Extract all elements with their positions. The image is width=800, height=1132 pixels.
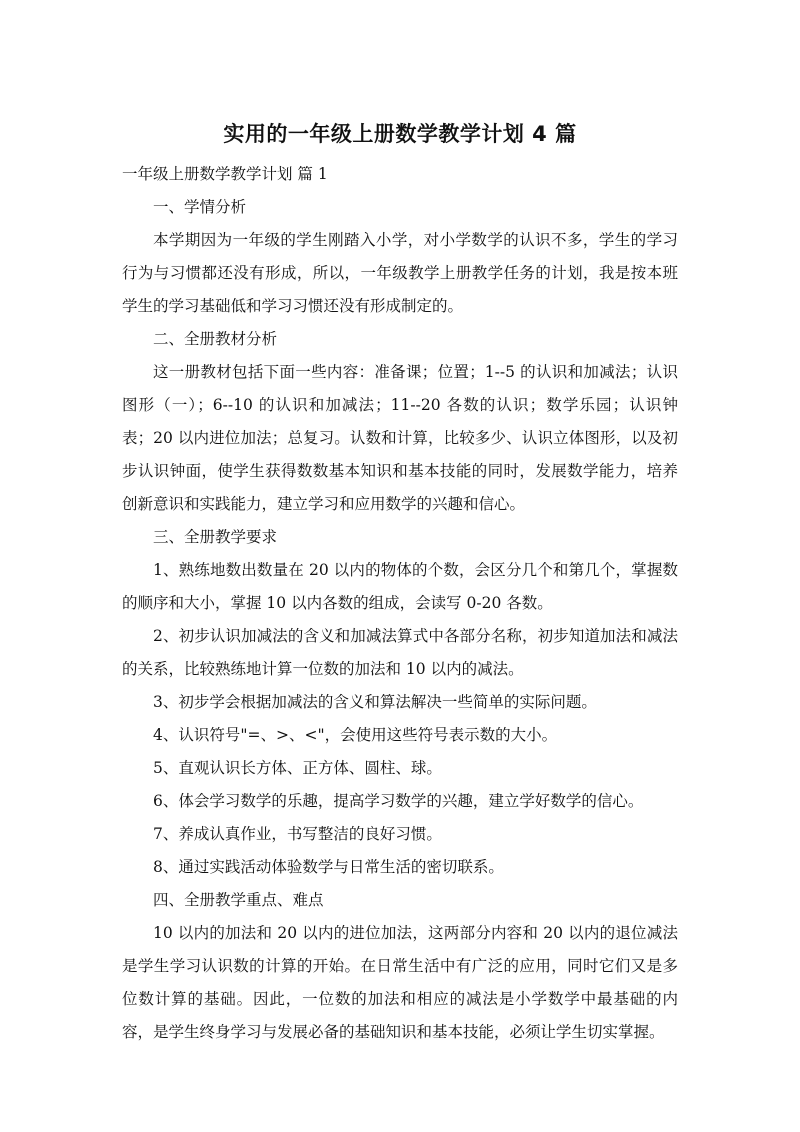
requirement-item-4: 4、认识符号"=、>、<"，会使用这些符号表示数的大小。	[153, 726, 558, 744]
document-body	[122, 158, 678, 1049]
requirement-item-2: 2、初步认识加减法的含义和加减法算式中各部分名称，初步知道加法和减法的关系，比较熟练地计算一位数的加法和 10 以内的减法。	[122, 627, 678, 678]
requirement-item-1: 1、熟练地数出数量在 20 以内的物体的个数，会区分几个和第几个，掌握数的顺序和大小，掌握 10 以内各数的组成，会读写 0-20 各数。	[122, 561, 678, 612]
section-heading-textbook-analysis: 二、全册教材分析	[153, 330, 278, 348]
requirement-item-7: 7、养成认真作业，书写整洁的良好习惯。	[153, 825, 442, 843]
section-heading-key-points: 四、全册教学重点、难点	[153, 891, 324, 909]
paragraph-key-points: 10 以内的加法和 20 以内的进位加法，这两部分内容和 20 以内的退位减法是学生学习认识数的计算的开始。在日常生活中有广泛的应用，同时它们又是多位数计算的基础。因此，一位数的加法和相应的减法是小学数学中最基础的内容，是学生终身学习与发展必备的基础知识和基本技能，必须让学生切实掌握。	[122, 924, 678, 1041]
document-title: 实用的一年级上册数学教学计划 4 篇	[223, 122, 577, 146]
paragraph-textbook-analysis: 这一册教材包括下面一些内容：准备课；位置；1--5 的认识和加减法；认识图形（一）；6--10 的认识和加减法；11--20 各数的认识；数学乐园；认识钟表；20 以内进位加法；总复习。认数和计算，比较多少、认识立体图形，以及初步认识钟面，使学生获得数数基本知识和基本技能的同时，发展数学能力，培养创新意识和实践能力，建立学习和应用数学的兴趣和信心。	[122, 363, 678, 513]
requirement-item-6: 6、体会学习数学的乐趣，提高学习数学的兴趣，建立学好数学的信心。	[153, 792, 644, 810]
requirement-item-5: 5、直观认识长方体、正方体、圆柱、球。	[153, 759, 442, 777]
section-heading-learning-analysis: 一、学情分析	[153, 198, 247, 216]
requirement-item-8: 8、通过实践活动体验数学与日常生活的密切联系。	[153, 858, 504, 876]
requirement-item-3: 3、初步学会根据加减法的含义和算法解决一些简单的实际问题。	[153, 693, 597, 711]
paragraph-learning-analysis: 本学期因为一年级的学生刚踏入小学，对小学数学的认识不多，学生的学习行为与习惯都还没有形成，所以，一年级教学上册教学任务的计划，我是按本班学生的学习基础低和学习习惯还没有形成制定的。	[122, 231, 678, 315]
section-heading-teaching-requirements: 三、全册教学要求	[153, 528, 278, 546]
document-subtitle: 一年级上册数学教学计划 篇 1	[122, 165, 328, 183]
